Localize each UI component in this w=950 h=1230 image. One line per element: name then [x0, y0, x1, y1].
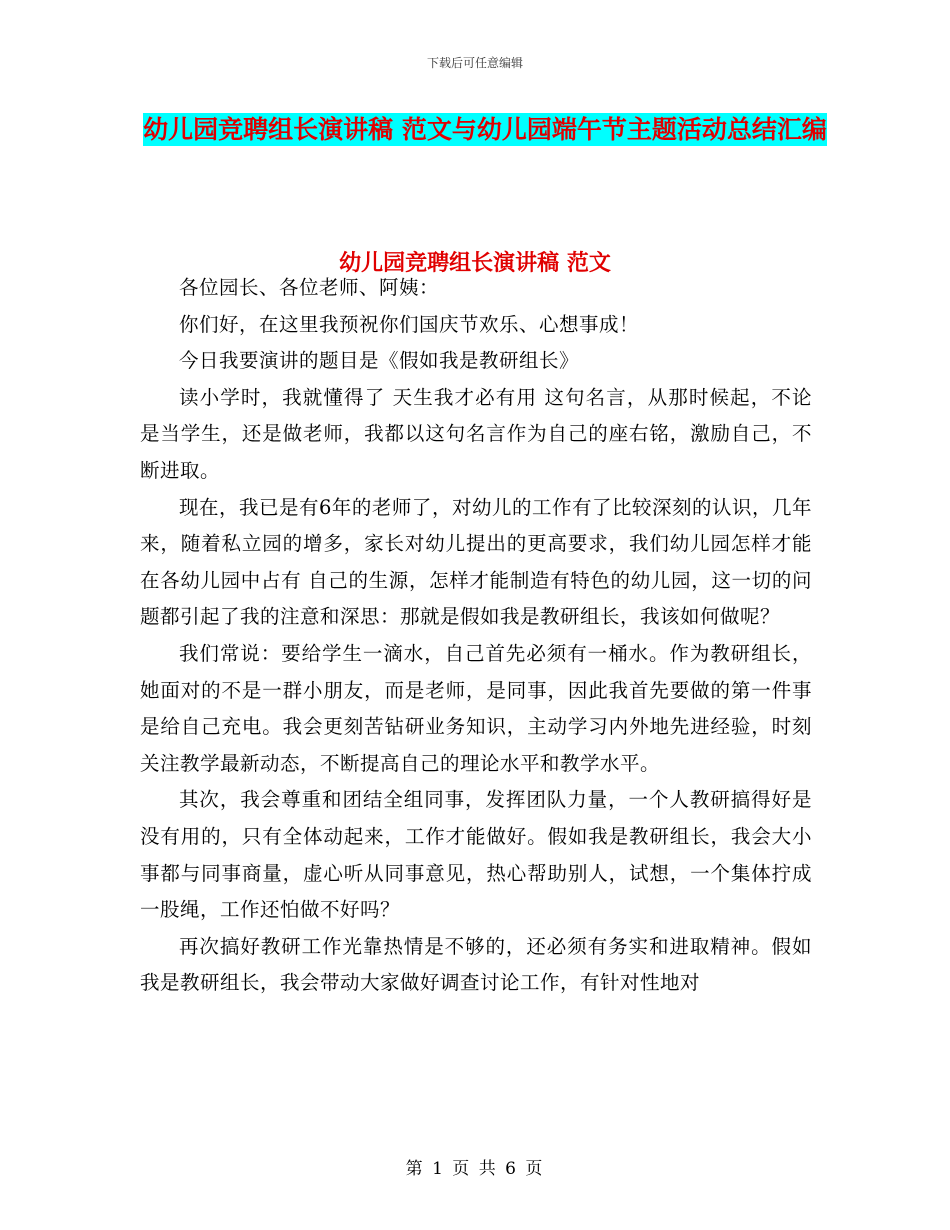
section-title: 幼儿园竞聘组长演讲稿 范文	[339, 250, 611, 276]
paragraph: 我们常说：要给学生一滴水，自己首先必须有一桶水。作为教研组长，她面对的不是一群小朋友，而是老师，是同事，因此我首先要做的第一件事是给自己充电。我会更刻苦钻研业务知识，主动学习内外地先进经验，时刻关注教学最新动态，不断提高自己的理论水平和教学水平。	[140, 641, 812, 775]
paragraph: 各位园长、各位老师、阿姨：	[179, 276, 440, 299]
paragraph: 其次，我会尊重和团结全组同事，发挥团队力量，一个人教研搞得好是没有用的，只有全体动起来，工作才能做好。假如我是教研组长，我会大小事都与同事商量，虚心听从同事意见，热心帮助别人，试想，一个集体拧成一股绳，工作还怕做不好吗？	[140, 788, 812, 922]
document-title-text: 幼儿园竞聘组长演讲稿 范文与幼儿园端午节主题活动总结汇编	[143, 115, 827, 144]
document-title	[140, 108, 830, 152]
paragraph: 今日我要演讲的题目是《假如我是教研组长》	[179, 349, 580, 373]
paragraph: 现在，我已是有6年的老师了，对幼儿的工作有了比较深刻的认识，几年来，随着私立园的增多，家长对幼儿提出的更高要求，我们幼儿园怎样才能在各幼儿园中占有 自己的生源，怎样才能制造有特色的幼儿园，这一切的问题都引起了我的注意和深思：那就是假如我是教研组长，我该如何做呢？	[140, 495, 812, 629]
page-footer: 第 1 页 共 6 页	[405, 1159, 545, 1179]
paragraph: 你们好，在这里我预祝你们国庆节欢乐、心想事成！	[179, 312, 640, 336]
paragraph: 再次搞好教研工作光靠热情是不够的，还必须有务实和进取精神。假如我是教研组长，我会带动大家做好调查讨论工作，有针对性地对	[140, 934, 812, 995]
header-note: 下载后可任意编辑	[426, 56, 523, 70]
body-text	[140, 270, 812, 1002]
paragraph: 读小学时，我就懂得了 天生我才必有用 这句名言，从那时候起，不论是当学生，还是做老师，我都以这句名言作为自己的座右铭，激励自己，不断进取。	[140, 385, 812, 482]
